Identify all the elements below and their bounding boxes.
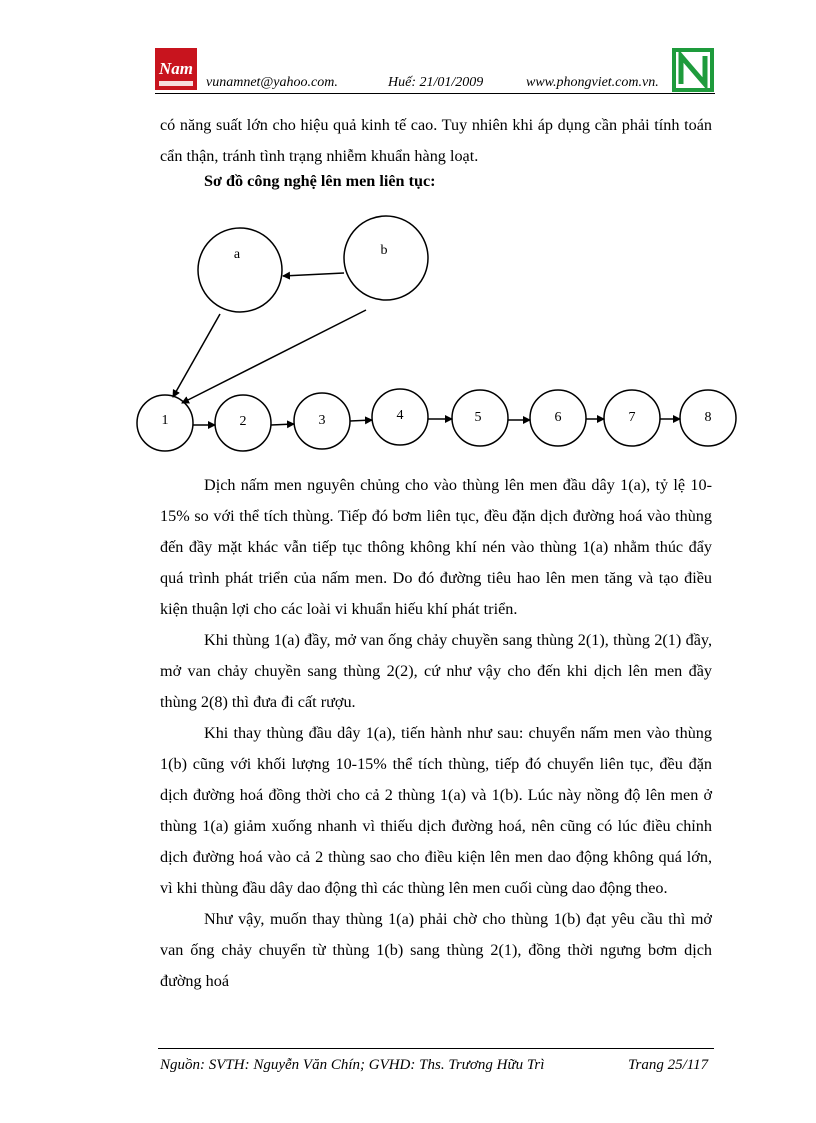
paragraph-1: Dịch nấm men nguyên chủng cho vào thùng lên men đầu dây 1(a), tỷ lệ 10-15% so với thể tích thùng. Tiếp đó bơm liên tục, đều đặn dịch đường hoá vào thùng đến đầy mặt khác vẫn tiếp tục thông không khí nén vào thùng 1(a) nhằm thúc đẩy quá trình phát triển của nấm men. Do đó đường tiêu hao lên men tăng và tạo điều kiện thuận lợi cho các loài vi khuẩn hiếu khí phát triển.	[160, 476, 712, 618]
tank-3-label: 3	[318, 413, 326, 428]
header-place-date: Huế: 21/01/2009	[388, 75, 484, 90]
header-rule	[155, 93, 715, 94]
arrow-b-to-a	[283, 273, 344, 276]
fermentation-diagram	[120, 210, 750, 465]
tank-8-label: 8	[704, 410, 712, 425]
tank-4-label: 4	[396, 408, 404, 423]
vunamnet-logo	[155, 48, 197, 90]
intro-text	[160, 110, 712, 172]
header-website: www.phongviet.com.vn.	[526, 75, 659, 90]
tank-5-label: 5	[474, 410, 482, 425]
paragraph-2: Khi thùng 1(a) đầy, mở van ống chảy chuyền sang thùng 2(1), thùng 2(1) đầy, mở van chảy chuyền sang thùng 2(2), cứ như vậy cho đến khi dịch lên men đầy thùng 2(8) thì đưa đi cất rượu.	[160, 631, 712, 711]
footer-page-number: Trang 25/117	[628, 1057, 709, 1073]
tank-2-label: 2	[239, 414, 247, 429]
tank-a-label: a	[233, 247, 241, 262]
phongviet-logo	[672, 48, 714, 92]
svg-text:Nam: Nam	[159, 59, 193, 78]
tank-1-label: 1	[161, 413, 169, 428]
arrow-2-to-3	[271, 424, 294, 425]
arrow-3-to-4	[350, 420, 372, 421]
tank-b-label: b	[380, 243, 388, 258]
paragraph-4: Như vậy, muốn thay thùng 1(a) phải chờ cho thùng 1(b) đạt yêu cầu thì mở van ống chảy chuyển từ thùng 1(b) sang thùng 2(1), đồng thời ngưng bơm dịch đường hoá	[160, 910, 712, 990]
tank-b-circle	[344, 216, 428, 300]
paragraph-3: Khi thay thùng đầu dây 1(a), tiến hành như sau: chuyển nấm men vào thùng 1(b) cũng với khối lượng 10-15% thể tích thùng, tiếp đó chuyển liên tục, đều đặn dịch đường hoá đồng thời cho cả 2 thùng 1(a) và 1(b). Lúc này nồng độ lên men ở thùng 1(a) giảm xuống nhanh vì thiếu dịch đường hoá, nên cũng có lúc điều chỉnh dịch đường hoá vào cả 2 thùng sao cho điều kiện lên men dao động không quá lớn, vì khi thùng đầu dây dao động thì các thùng lên men cuối cùng dao động theo.	[160, 724, 712, 897]
tank-7-label: 7	[628, 410, 636, 425]
body-text	[160, 470, 712, 997]
footer-rule	[158, 1048, 714, 1049]
tank-a-circle	[198, 228, 282, 312]
intro-paragraph: có năng suất lớn cho hiệu quả kinh tế cao. Tuy nhiên khi áp dụng cần phải tính toán cẩn thận, tránh tình trạng nhiễm khuẩn hàng loạt.	[160, 116, 712, 165]
diagram-heading: Sơ đồ công nghệ lên men liên tục:	[204, 172, 436, 190]
header-email: vunamnet@yahoo.com.	[206, 75, 338, 90]
page-header	[150, 44, 720, 98]
arrow-a-to-1	[173, 314, 220, 397]
tank-6-label: 6	[554, 410, 562, 425]
arrow-b-to-1	[182, 310, 366, 403]
footer-source: Nguồn: SVTH: Nguyễn Văn Chín; GVHD: Ths. Trương Hữu Trì	[160, 1057, 545, 1073]
